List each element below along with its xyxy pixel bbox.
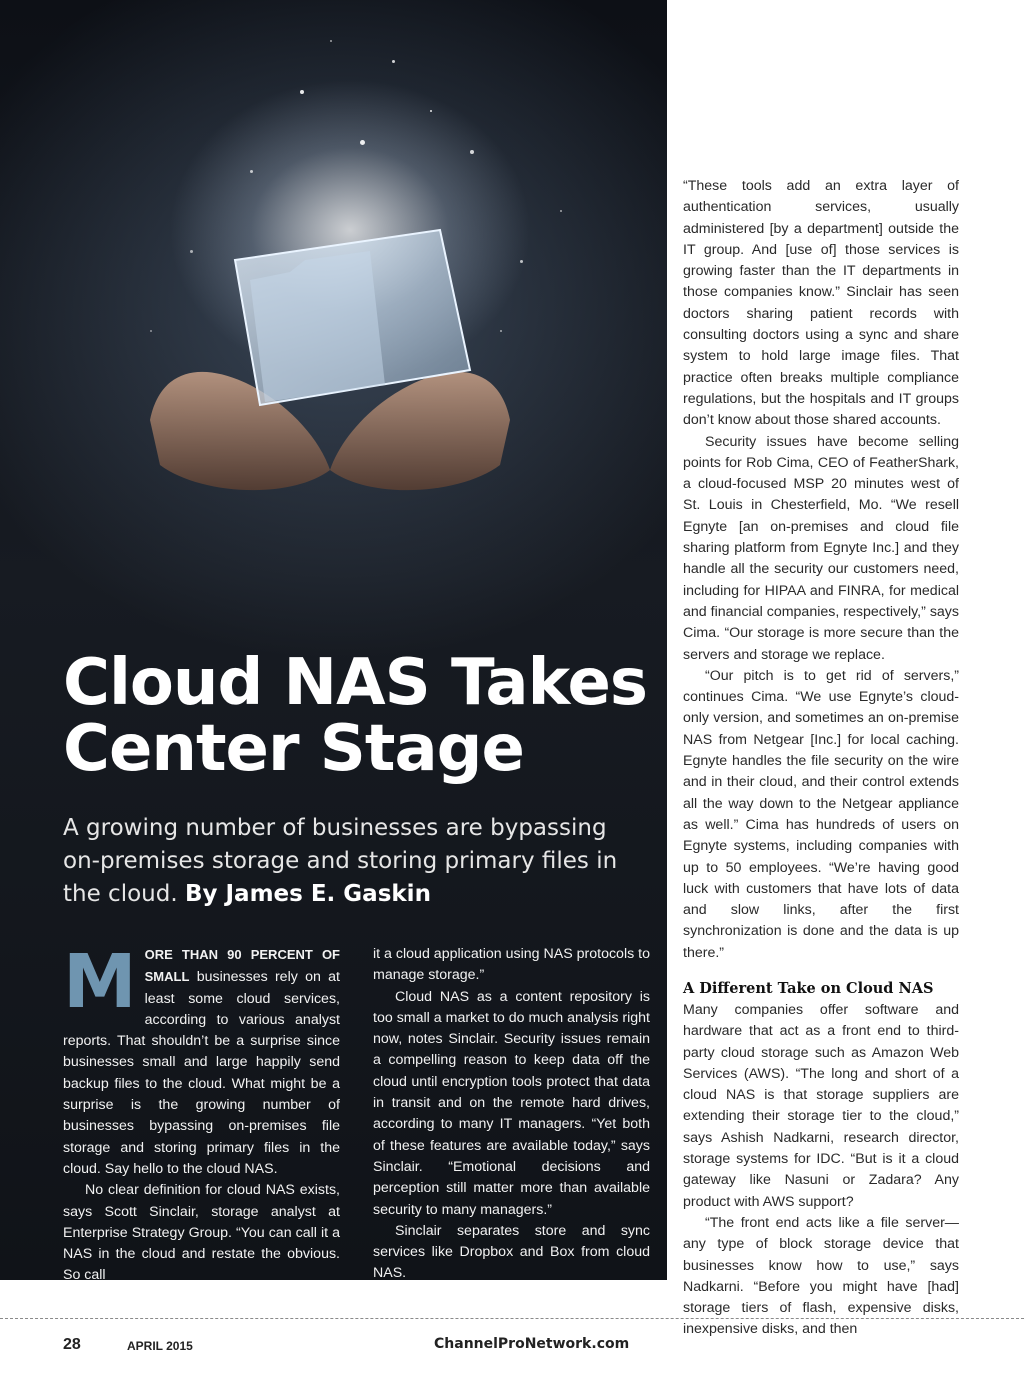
folder-in-hands-illustration: [140, 220, 520, 510]
paragraph: Security issues have become selling points for Rob Cima, CEO of FeatherShark, a cloud-focused MSP 20 minutes west of St. Louis in Chesterfield, Mo. “We resell Egnyte [an on-premises and cloud file sharing platform from Egnyte Inc.] and they handle all the security our customers need, including for HIPAA and FINRA, for medical and financial companies, respectively,” says Cima. “Our storage is more secure than the servers and storage we replace.: [683, 433, 959, 663]
body-column-1: [63, 939, 340, 1287]
issue-date: APRIL 2015: [127, 1339, 193, 1353]
paragraph-text: businesses rely on at least some cloud services, according to various analyst reports. That shouldn’t be a surprise since businesses small and large happily send backup files to the cloud. What might be a surprise is the growing number of businesses bypassing on-premises file storage and storing primary files in the cloud. Say hello to the cloud NAS.: [63, 969, 340, 1177]
paragraph: it a cloud application using NAS protocols to manage storage.”: [373, 946, 650, 984]
website-url: ChannelProNetwork.com: [434, 1336, 630, 1352]
paragraph: Sinclair separates store and sync services like Dropbox and Box from cloud NAS.: [373, 1222, 650, 1282]
paragraph: “These tools add an extra layer of authentication services, usually administered [by a department] outside the IT group. And [use of] those services is growing faster than the IT departments in those companies know.” Sinclair has seen doctors sharing patient records with consulting doctors using a sync and share system to hold large image files. That practice often breaks multiple compliance regulations, but the hospitals and IT groups don’t know about those shared accounts.: [683, 178, 959, 429]
byline: By James E. Gaskin: [184, 881, 431, 907]
lead-in: ORE THAN 90 PERCENT OF SMALL: [144, 947, 340, 985]
paragraph: Many companies offer software and hardware that act as a front end to third-party cloud storage such as Amazon Web Services (AWS). “The long and short of a cloud NAS is that storage suppliers are extending their storage tier to the cloud,” says Ashish Nadkarni, research director, storage systems for IDC. “But is it a cloud gateway like Nasuni or Zadara? Any product with AWS support?: [683, 1001, 959, 1210]
drop-cap: M: [63, 939, 137, 1025]
article-deck: [63, 812, 623, 911]
section-subhead: A Different Take on Cloud NAS: [683, 979, 934, 997]
paragraph: No clear definition for cloud NAS exists, says Scott Sinclair, storage analyst at Enterprise Strategy Group. “You can call it a NAS in the cloud and restate the obvious. So call: [63, 1182, 340, 1284]
page-number: 28: [63, 1336, 81, 1353]
footer-divider: [0, 1318, 1024, 1319]
title-line-1: Cloud NAS Takes: [63, 646, 647, 720]
paragraph: “Our pitch is to get rid of servers,” continues Cima. “We use Egnyte’s cloud-only version, and sometimes an on-premise NAS from Netgear [Inc.] for local caching. Egnyte handles the file security on the wire and in their cloud, and their control extends all the way down to the Netgear appliance as well.” Cima has hundreds of users on Egnyte systems, including companies with up to 50 employees. “We’re having good luck with customers that have lots of data and slow links, after the first synchronization is done and the data is up there.”: [683, 667, 959, 961]
body-column-2: [373, 944, 650, 1285]
paragraph: “The front end acts like a file server—any type of block storage device that businesses know how to use,” says Nadkarni. “Before you might have [had] storage tiers of flash, expensive disks, inexpensive disks, and then: [683, 1214, 959, 1338]
body-column-3: [683, 176, 959, 1341]
title-line-2: Center Stage: [63, 712, 524, 786]
paragraph: [63, 939, 340, 1180]
deck-text: A growing number of businesses are bypassing on-premises storage and storing primary files in the cloud.: [63, 815, 618, 907]
article-title: [63, 646, 647, 786]
paragraph: Cloud NAS as a content repository is too small a market to do much analysis right now, notes Sinclair. Security issues remain a compelling reason to keep data off the cloud until encryption tools protect that data in transit and on the remote hard drives, according to many IT managers. “Yet both of these features are available today,” says Sinclair. “Emotional decisions and perception still matter more than available security to many managers.”: [373, 988, 650, 1218]
